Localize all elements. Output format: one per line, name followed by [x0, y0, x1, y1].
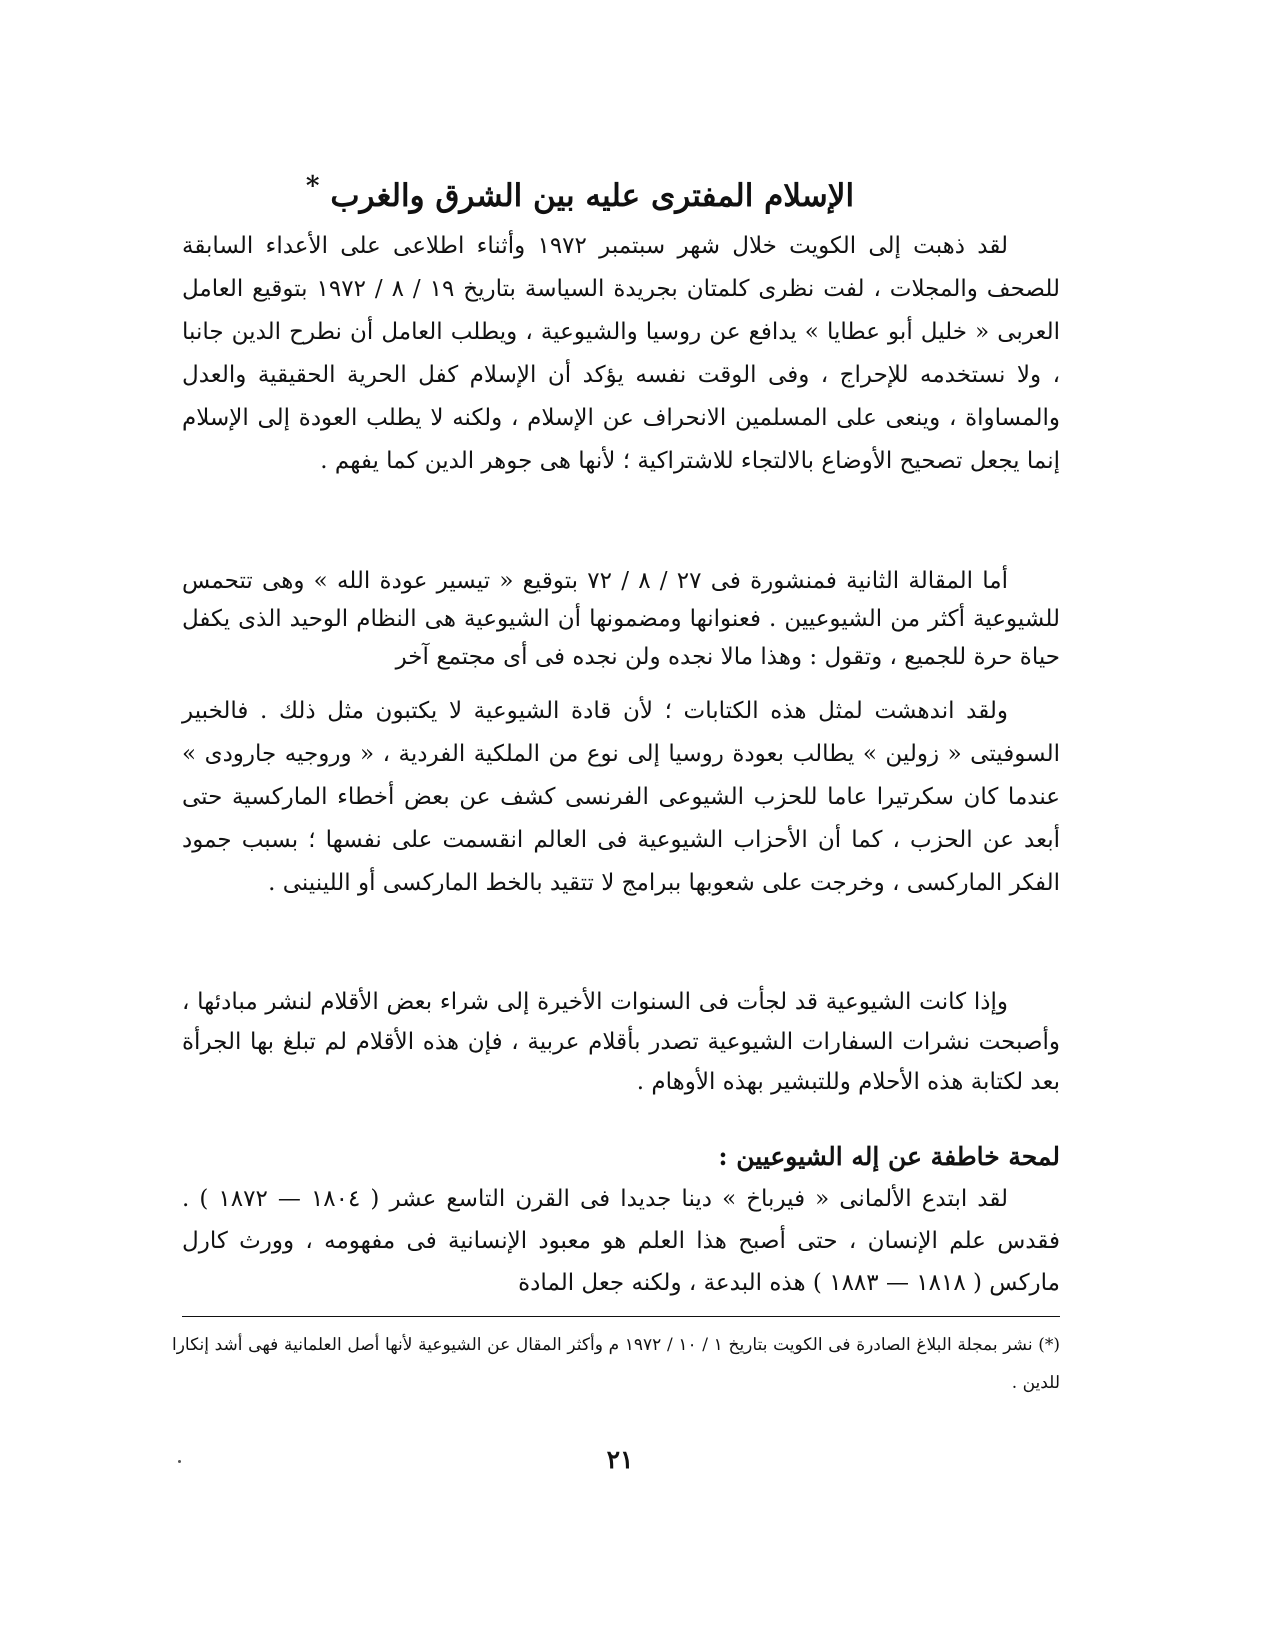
title-text: الإسلام المفترى عليه بين الشرق والغرب — [330, 177, 855, 214]
paragraph-2: أما المقالة الثانية فمنشورة فى ٢٧ / ٨ / ٧٢ بتوقيع « تيسير عودة الله » وهى تتحمس للشيوعية أكثر من الشيوعيين . فعنوانها ومضمونها أن الشيوعية هى النظام الوحيد الذى يكفل حياة حرة للجميع ، وتقول : وهذا مالا نجده ولن نجده فى أى مجتمع آخر — [182, 568, 1060, 670]
title-footnote-marker: * — [305, 171, 320, 202]
page-number: ٢١ — [606, 1445, 634, 1474]
paragraph-4: وإذا كانت الشيوعية قد لجأت فى السنوات الأخيرة إلى شراء بعض الأقلام لنشر مبادئها ، وأصبحت نشرات السفارات الشيوعية تصدر بأقلام عربية ، فإن هذه الأقلام لم تبلغ بها الجرأة بعد لكتابة هذه الأحلام وللتبشير بهذه الأوهام . — [182, 989, 1060, 1095]
paragraph-1: لقد ذهبت إلى الكويت خلال شهر سبتمبر ١٩٧٢ وأثناء اطلاعى على الأعداء السابقة للصحف والمجلات ، لفت نظرى كلمتان بجريدة السياسة بتاريخ ١٩ / ٨ / ١٩٧٢ بتوقيع العامل العربى « خليل أبو عطايا » يدافع عن روسيا والشيوعية ، ويطلب العامل أن نطرح الدين جانبا ، ولا نستخدمه للإحراج ، وفى الوقت نفسه يؤكد أن الإسلام كفل الحرية الحقيقية والعدل والمساواة ، وينعى على المسلمين الانحراف عن الإسلام ، ولكنه لا يطلب العودة إلى الإسلام إنما يجعل تصحيح الأوضاع بالالتجاء للاشتراكية ؛ لأنها هى جوهر الدين كما يفهم . — [182, 233, 1060, 474]
footnote-divider — [182, 1316, 1060, 1317]
scan-speck — [178, 1460, 181, 1463]
footnote: (*) نشر بمجلة البلاغ الصادرة فى الكويت بتاريخ ١ / ١٠ / ١٩٧٢ م وأكثر المقال عن الشيوعية لأنها أصل العلمانية فهى أشد إنكارا للدين . — [172, 1335, 1060, 1393]
paragraph-3: ولقد اندهشت لمثل هذه الكتابات ؛ لأن قادة الشيوعية لا يكتبون مثل ذلك . فالخبير السوفيتى « زولين » يطالب بعودة روسيا إلى نوع من الملكية الفردية ، « وروجيه جارودى » عندما كان سكرتيرا عاما للحزب الشيوعى الفرنسى كشف عن بعض أخطاء الماركسية حتى أبعد عن الحزب ، كما أن الأحزاب الشيوعية فى العالم انقسمت على نفسها ؛ بسبب جمود الفكر الماركسى ، وخرجت على شعوبها ببرامج لا تتقيد بالخط الماركسى أو اللينينى . — [182, 698, 1060, 896]
page-title — [300, 171, 860, 216]
section-heading: لمحة خاطفة عن إله الشيوعيين : — [718, 1141, 1060, 1171]
paragraph-5: لقد ابتدع الألمانى « فيرباخ » دينا جديدا فى القرن التاسع عشر ( ١٨٠٤ — ١٨٧٢ ) . فقدس علم الإنسان ، حتى أصبح هذا العلم هو معبود الإنسانية فى مفهومه ، وورث كارل ماركس ( ١٨١٨ — ١٨٨٣ ) هذه البدعة ، ولكنه جعل المادة — [182, 1186, 1060, 1296]
